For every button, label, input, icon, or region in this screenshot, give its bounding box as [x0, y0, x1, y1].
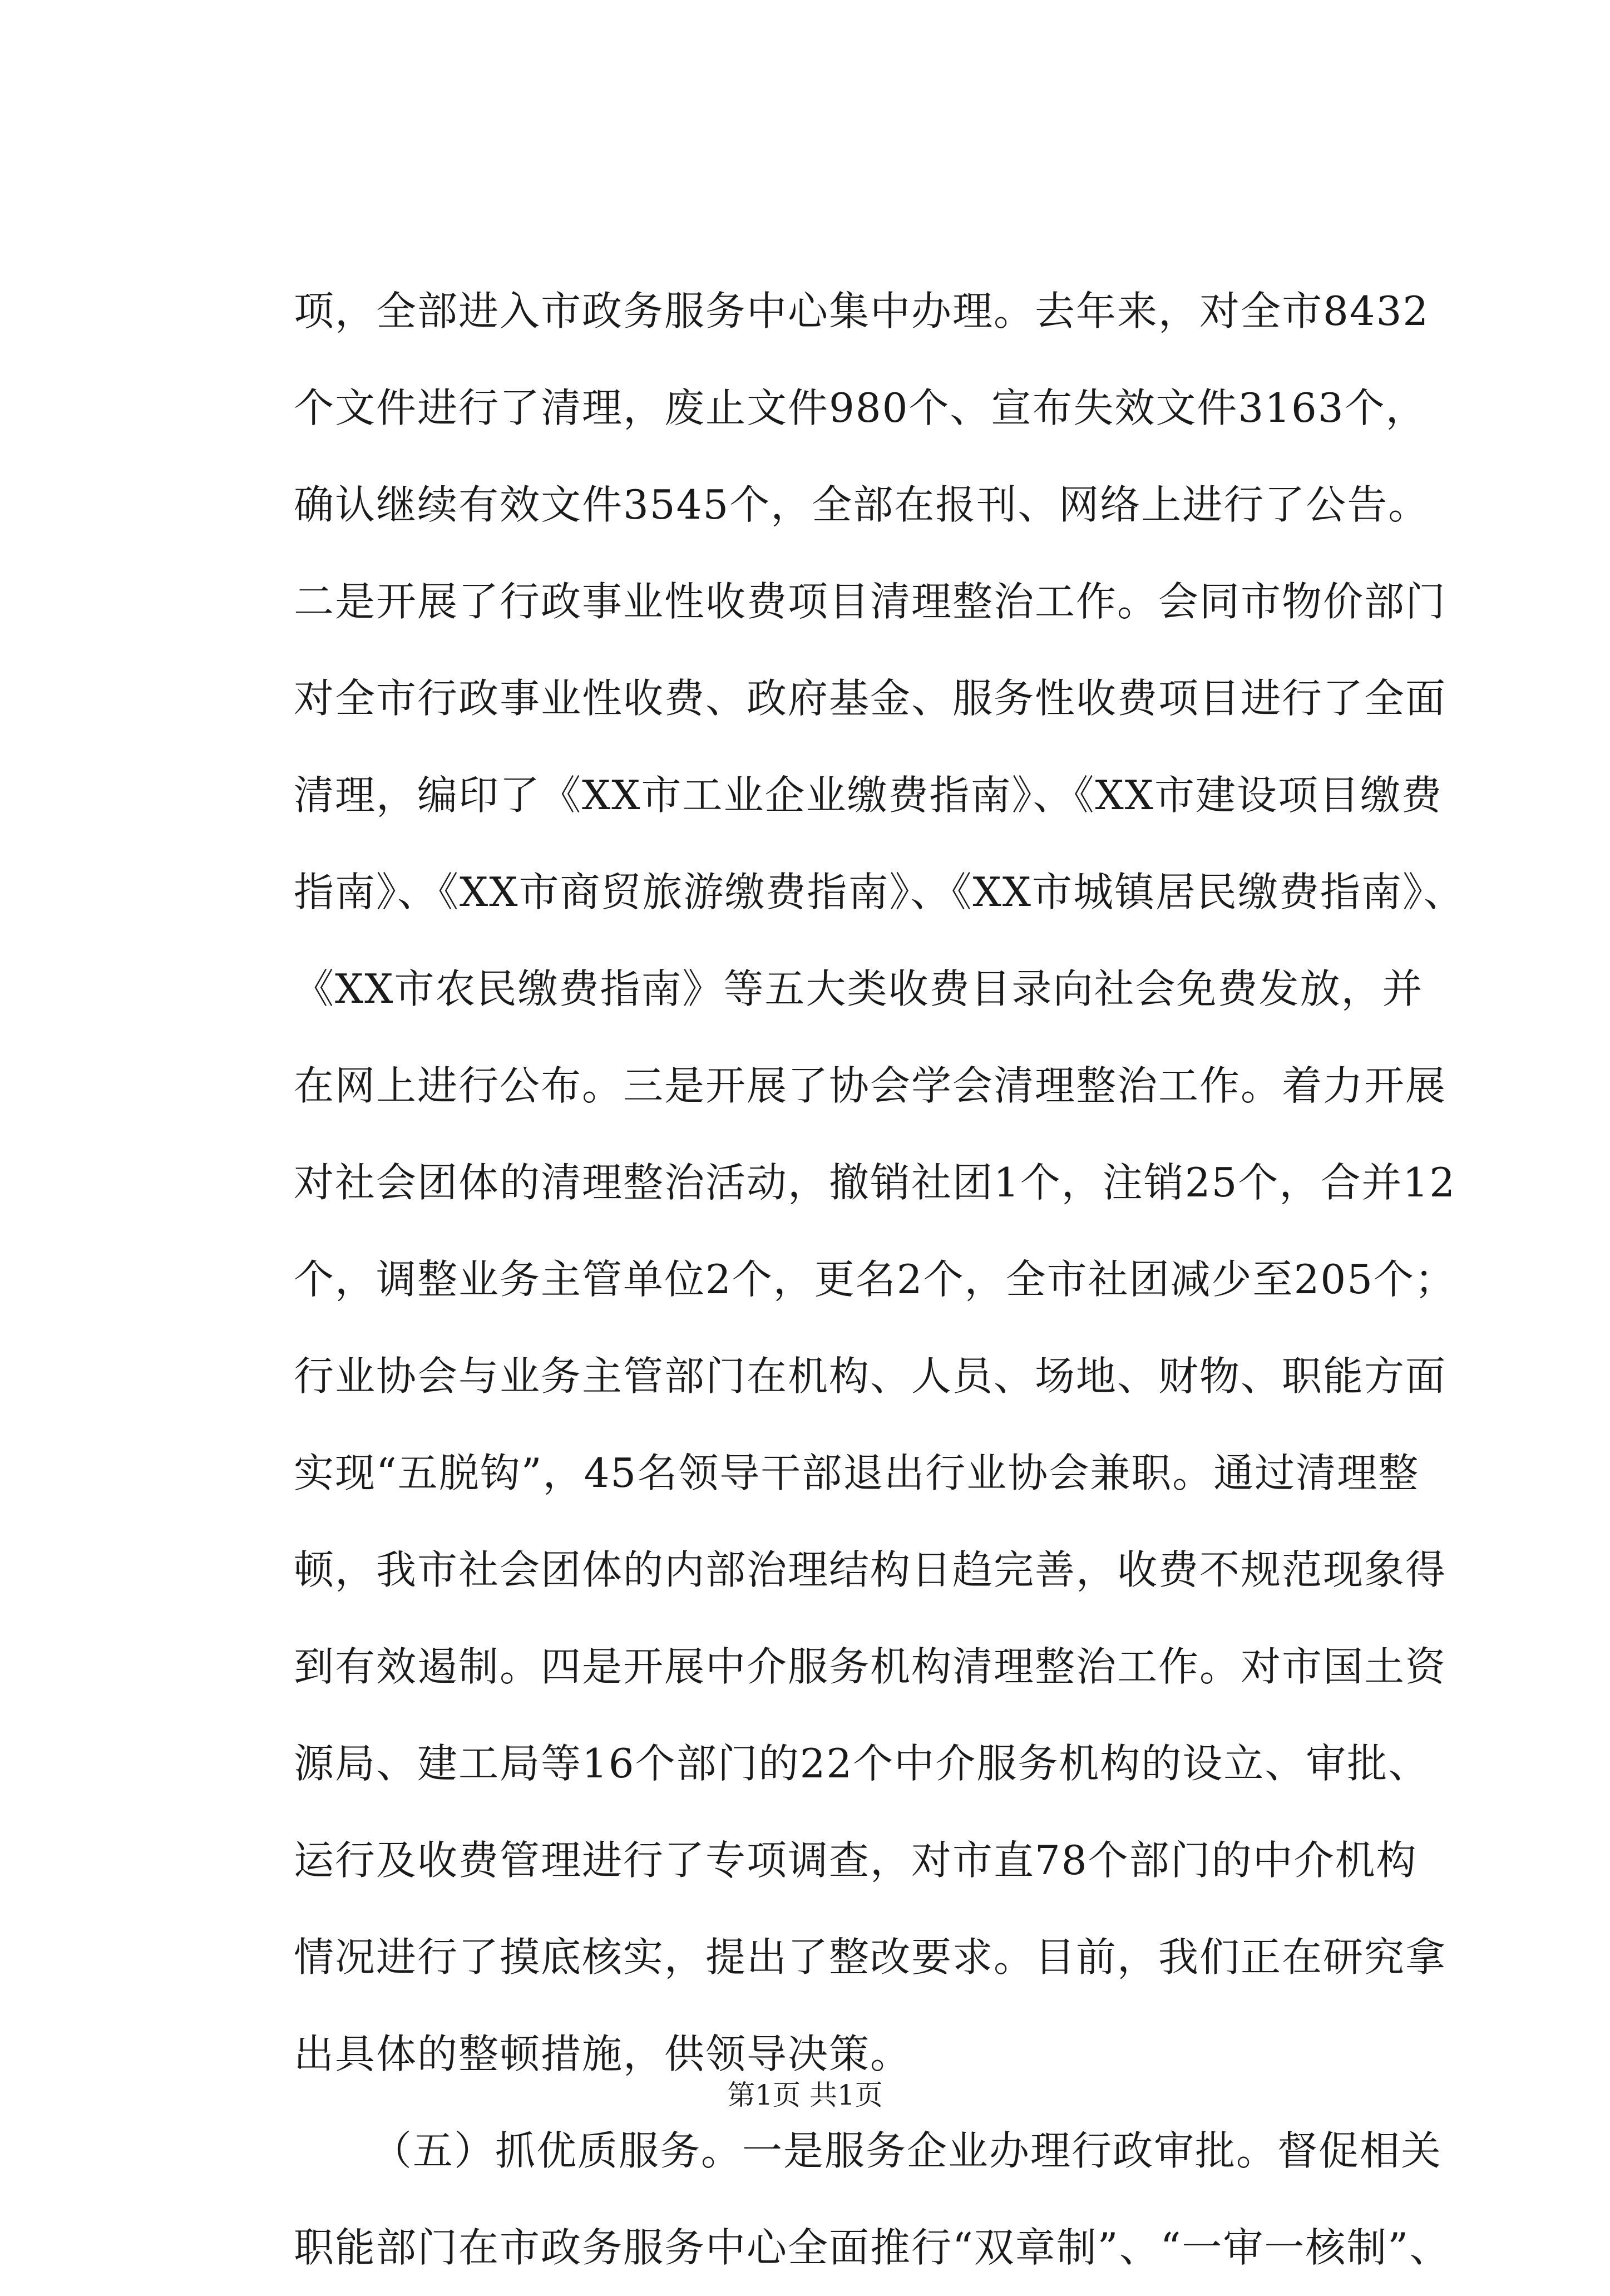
text-line: 行业协会与业务主管部门在机构、人员、场地、财物、职能方面 — [294, 1353, 1447, 1400]
text-line: 对社会团体的清理整治活动，撤销社团1个，注销25个，合并12 — [294, 1159, 1456, 1206]
text-line-indented: （五）抓优质服务。一是服务企业办理行政审批。督促相关 — [372, 2127, 1443, 2174]
text-line: 《XX市农民缴费指南》等五大类收费目录向社会免费发放，并 — [294, 965, 1424, 1012]
text-line: 实现“五脱钩”，45名领导干部退出行业协会兼职。通过清理整 — [294, 1450, 1420, 1496]
text-line: 确认继续有效文件3545个，全部在报刊、网络上进行了公告。 — [294, 481, 1430, 528]
text-line: 个文件进行了清理，废止文件980个、宣布失效文件3163个， — [294, 385, 1427, 431]
text-line: 指南》、《XX市商贸旅游缴费指南》、《XX市城镇居民缴费指南》、 — [294, 869, 1465, 915]
text-line: 对全市行政事业性收费、政府基金、服务性收费项目进行了全面 — [294, 675, 1447, 722]
text-line: 到有效遏制。四是开展中介服务机构清理整治工作。对市国土资 — [294, 1643, 1447, 1690]
text-line: 项，全部进入市政务服务中心集中办理。去年来，对全市8432 — [294, 288, 1430, 334]
text-line: 清理，编印了《XX市工业企业缴费指南》、《XX市建设项目缴费 — [294, 772, 1443, 819]
page-footer: 第1页 共1页 — [727, 2079, 883, 2111]
text-line: 二是开展了行政事业性收费项目清理整治工作。会同市物价部门 — [294, 578, 1447, 625]
text-line: 源局、建工局等16个部门的22个中介服务机构的设立、审批、 — [294, 1740, 1430, 1787]
text-line: 个，调整业务主管单位2个，更名2个，全市社团减少至205个； — [294, 1256, 1456, 1303]
document-body — [294, 263, 1465, 2296]
text-line: 职能部门在市政务服务中心全面推行“双章制”、“一审一核制”、 — [294, 2224, 1451, 2271]
text-line: 出具体的整顿措施，供领导决策。 — [294, 2031, 912, 2077]
text-line: 在网上进行公布。三是开展了协会学会清理整治工作。着力开展 — [294, 1062, 1447, 1109]
text-line: 顿，我市社会团体的内部治理结构日趋完善，收费不规范现象得 — [294, 1546, 1447, 1593]
text-line: 情况进行了摸底核实，提出了整改要求。目前，我们正在研究拿 — [294, 1934, 1447, 1980]
text-line: 运行及收费管理进行了专项调查，对市直78个部门的中介机构 — [294, 1837, 1418, 1884]
